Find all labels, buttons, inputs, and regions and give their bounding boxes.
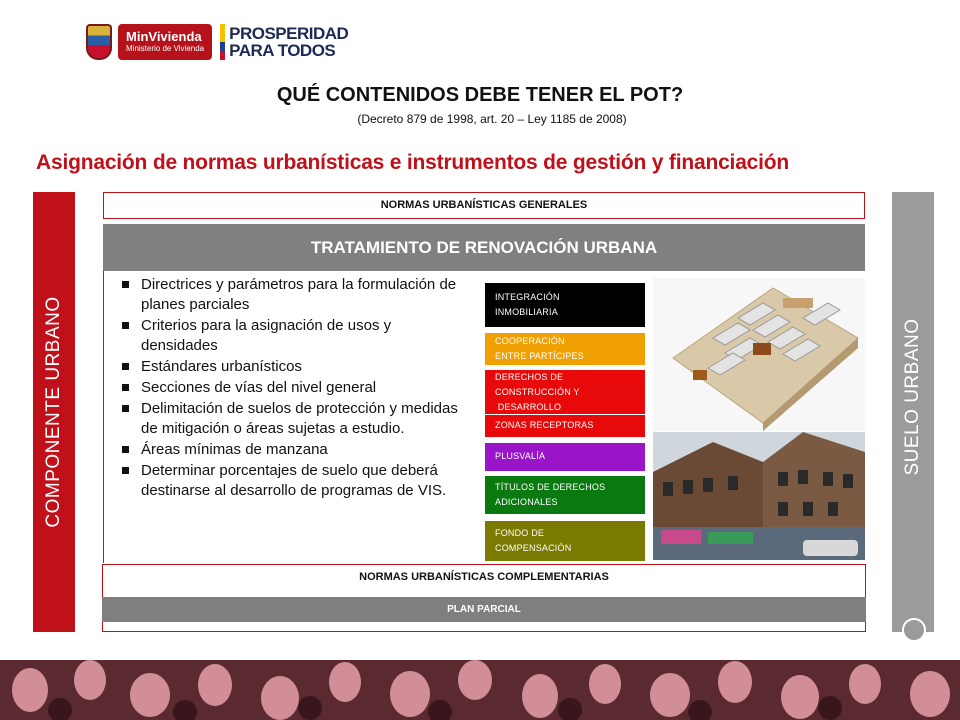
prosperidad-logo: [229, 24, 348, 60]
logo-area: [86, 22, 348, 62]
instrument-label: COMPENSACIÓN: [495, 543, 572, 553]
urban-model-image: [653, 278, 865, 431]
general-norms-box: NORMAS URBANÍSTICAS GENERALES: [103, 192, 865, 219]
prosperidad-line2: PARA TODOS: [229, 41, 336, 60]
building-photo: [653, 432, 865, 560]
plan-parcial-bar: PLAN PARCIAL: [102, 597, 866, 622]
instrument-derechos: [485, 370, 645, 414]
list-item: Secciones de vías del nivel general: [120, 378, 460, 398]
instrument-label: DESARROLLO: [495, 402, 562, 412]
list-item: Delimitación de suelos de protección y medidas de mitigación o áreas sujetas a estudio.: [120, 399, 460, 439]
colombia-shield-icon: [86, 24, 112, 60]
list-item: Criterios para la asignación de usos y densidades: [120, 316, 460, 356]
minvivienda-name: MinVivienda: [126, 29, 202, 44]
list-item: Áreas mínimas de manzana: [120, 440, 460, 460]
minvivienda-subtitle: Ministerio de Vivienda: [126, 44, 205, 53]
instrument-label: CONSTRUCCIÓN Y: [495, 387, 580, 397]
crowd-footer-image: [0, 660, 960, 720]
complementary-norms-label: NORMAS URBANÍSTICAS COMPLEMENTARIAS: [359, 571, 609, 583]
componente-urbano-label: COMPONENTE URBANO: [43, 296, 64, 528]
instrument-label: PLUSVALÍA: [495, 451, 546, 461]
instrument-label: ADICIONALES: [495, 497, 558, 507]
instrument-label: INMOBILIARIA: [495, 307, 558, 317]
instrument-zonas: [485, 415, 645, 437]
instrument-label: ENTRE PARTÍCIPES: [495, 351, 584, 361]
list-item: Estándares urbanísticos: [120, 357, 460, 377]
section-heading: Asignación de normas urbanísticas e instrumentos de gestión y financiación: [36, 151, 790, 174]
page-title: QUÉ CONTENIDOS DEBE TENER EL POT?: [276, 84, 684, 106]
instrument-label: TÍTULOS DE DERECHOS: [495, 482, 606, 492]
treatment-banner: TRATAMIENTO DE RENOVACIÓN URBANA: [103, 224, 865, 271]
instrument-integracion: [485, 283, 645, 327]
suelo-urbano-bar: [892, 192, 934, 632]
instrument-label: FONDO DE: [495, 528, 545, 538]
instrument-label: COOPERACIÓN: [495, 336, 565, 346]
instrument-label: DERECHOS DE: [495, 372, 564, 382]
page-subtitle: (Decreto 879 de 1998, art. 20 – Ley 1185 de 2008): [357, 112, 627, 126]
circle-marker: [902, 618, 926, 642]
bullet-list: [120, 275, 460, 502]
instrument-titulos: [485, 476, 645, 514]
list-item: Determinar porcentajes de suelo que deberá destinarse al desarrollo de programas de VIS.: [120, 461, 460, 501]
instrument-label: ZONAS RECEPTORAS: [495, 420, 594, 430]
suelo-urbano-label: SUELO URBANO: [902, 318, 923, 476]
componente-urbano-bar: [33, 192, 75, 632]
prosperidad-line1: PROSPERIDAD: [229, 24, 349, 43]
flag-bar: [220, 24, 225, 60]
instrument-cooperacion: [485, 333, 645, 365]
minvivienda-logo: [118, 24, 212, 60]
instrument-plusvalia: [485, 443, 645, 471]
instrument-fondo: [485, 521, 645, 561]
list-item: Directrices y parámetros para la formulación de planes parciales: [120, 275, 460, 315]
instrument-label: INTEGRACIÓN: [495, 292, 560, 302]
